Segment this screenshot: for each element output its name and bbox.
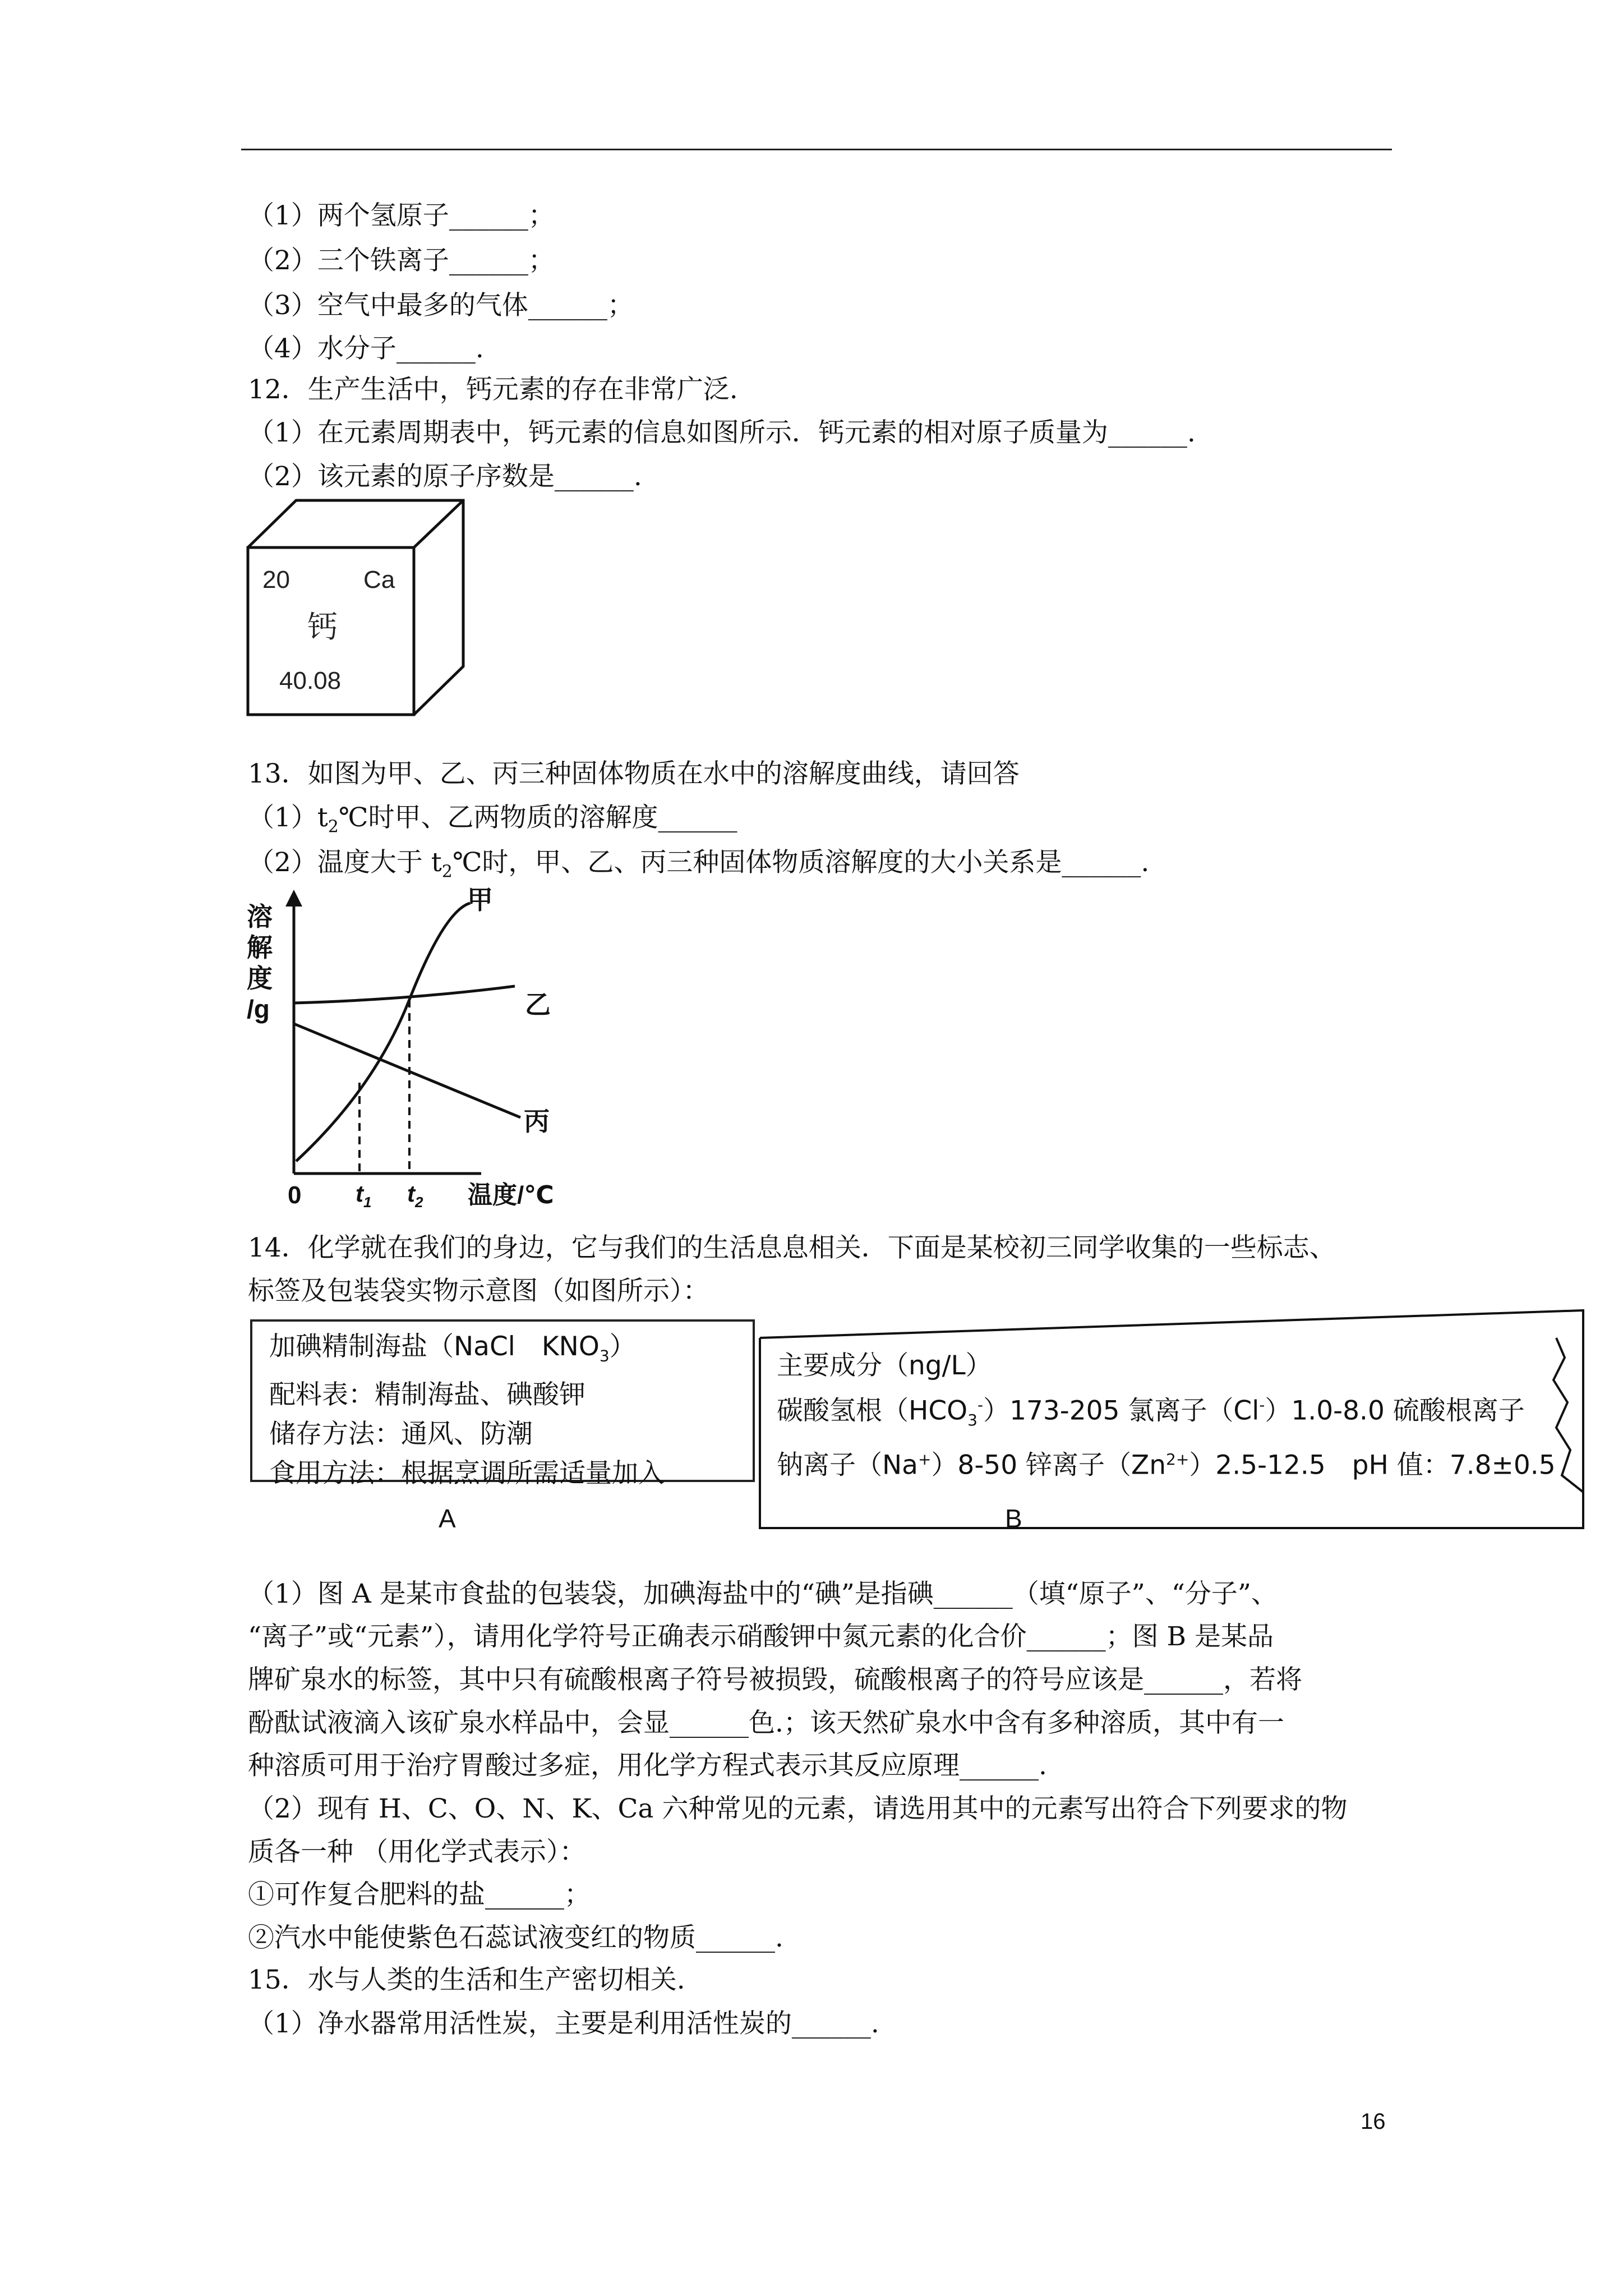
q14-part1-line-4: 酚酞试液滴入该矿泉水样品中，会显______色.；该天然矿泉水中含有多种溶质，其中有一 — [248, 1708, 1284, 1738]
q11-item-2: （2）三个铁离子______； — [248, 245, 555, 276]
element-card-figure — [246, 498, 470, 723]
series-bing-label: 丙 — [524, 1107, 550, 1136]
label-a-storage: 储存方法：通风、防潮 — [269, 1419, 533, 1450]
q14-part1-line-2: “离子”或“元素”），请用化学符号正确表示硝酸钾中氮元素的化合价______；图 B 是某品 — [248, 1621, 1274, 1652]
label-a-title: 加碘精制海盐（NaCl $KNO_3$） — [269, 1331, 636, 1365]
q14-part1-line-1: （1）图 A 是某市食盐的包装袋，加碘海盐中的“碘”是指碘______（填“原子”、“分子”、 — [248, 1579, 1278, 1609]
q14-title-line-1: 14．化学就在我们的身边，它与我们的生活息息相关．下面是某校初三同学收集的一些标志、 — [248, 1232, 1336, 1263]
t1-label: $t_1$ — [356, 1180, 372, 1209]
y-axis-label — [247, 902, 273, 1024]
svg-text:解: 解 — [247, 933, 273, 962]
label-b-row-1: 碳酸氢根$(HCO_3^-)173-205$ 氯离子（Cl-）1.0-8.0 硫酸根离子 — [777, 1395, 1525, 1430]
svg-text:溶: 溶 — [247, 902, 273, 931]
element-name: 钙 — [307, 609, 338, 645]
q11-item-4: （4）水分子______. — [248, 333, 484, 364]
q14-title-line-2: 标签及包装袋实物示意图（如图所示）： — [248, 1276, 709, 1306]
q12-item-2: （2）该元素的原子序数是______. — [248, 461, 642, 492]
series-jia-curve — [296, 903, 470, 1161]
t2-label: $t_2$ — [407, 1180, 423, 1209]
svg-text:度: 度 — [247, 964, 273, 993]
q13-item-1: $(1)t_2℃$时甲、乙两物质的溶解度______ — [248, 802, 737, 837]
element-atomic-mass: 40.08 — [279, 667, 342, 694]
element-atomic-number: 20 — [262, 566, 290, 593]
label-a-caption: A — [439, 1504, 456, 1533]
q11-item-1: （1）两个氢原子______； — [248, 200, 555, 231]
page-number: 16 — [1361, 2109, 1386, 2134]
label-a-ingredients: 配料表：精制海盐、碘酸钾 — [269, 1379, 585, 1411]
q14-part1-line-5: 种溶质可用于治疗胃酸过多症，用化学方程式表示其反应原理______. — [248, 1750, 1047, 1781]
q14-part2-item-1: ①可作复合肥料的盐______； — [248, 1879, 591, 1910]
label-a-usage: 食用方法：根据烹调所需适量加入 — [269, 1458, 665, 1489]
element-symbol: Ca — [363, 566, 395, 593]
svg-text:/g: /g — [247, 995, 270, 1024]
q15-item-1: （1）净水器常用活性炭，主要是利用活性炭的______. — [248, 2008, 879, 2039]
header-rule — [241, 149, 1392, 150]
q14-part2-line-2: 质各一种 （用化学式表示）： — [248, 1837, 586, 1867]
series-yi-curve — [294, 986, 515, 1003]
origin-label: 0 — [288, 1181, 302, 1209]
series-bing-curve — [294, 1024, 520, 1117]
q14-part1-line-3: 牌矿泉水的标签，其中只有硫酸根离子符号被损毁，硫酸根离子的符号应该是______，若将 — [248, 1664, 1302, 1695]
series-jia-label: 甲 — [467, 885, 493, 914]
q12-item-1: （1）在元素周期表中，钙元素的信息如图所示．钙元素的相对原子质量为______. — [248, 417, 1196, 448]
label-b-caption: B — [1005, 1504, 1022, 1533]
q13-title: 13．如图为甲、乙、丙三种固体物质在水中的溶解度曲线，请回答 — [248, 758, 1020, 789]
q15-title: 15．水与人类的生活和生产密切相关. — [248, 1964, 685, 1995]
label-b-heading: 主要成分（ng/L） — [777, 1350, 992, 1381]
q12-title: 12．生产生活中，钙元素的存在非常广泛. — [248, 374, 738, 405]
mineral-water-label-b — [777, 1346, 1556, 1485]
q13-item-2: （2）温度大于 $t_2℃$时，甲、乙、丙三种固体物质溶解度的大小关系是______. — [248, 847, 1150, 882]
q11-item-3: （3）空气中最多的气体______； — [248, 290, 634, 321]
salt-package-label-a — [250, 1319, 755, 1489]
label-b-row-2: 钠离子（Na+）8-50 锌离子$(Zn^{2+})2.5-12.5$ pH 值：7.8±0.5 — [777, 1450, 1556, 1481]
solubility-chart — [246, 881, 568, 1209]
q14-part2-item-2: ②汽水中能使紫色石蕊试液变红的物质______. — [248, 1922, 783, 1953]
series-yi-label: 乙 — [525, 990, 551, 1019]
q14-part2-line-1: （2）现有 H、C、O、N、K、Ca 六种常见的元素，请选用其中的元素写出符合下列要求的物 — [248, 1793, 1348, 1824]
x-axis-label: 温度/℃ — [468, 1181, 554, 1209]
